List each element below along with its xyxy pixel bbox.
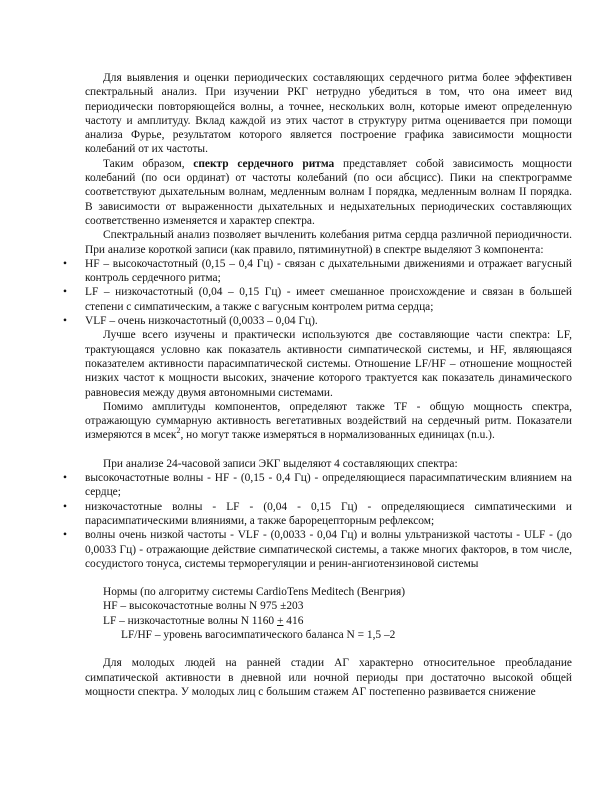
paragraph-short-record: Спектральный анализ позволяет вычленить колебания ритма сердца различной периодичности. При анализе короткой записи (как правило, пятиминутной) в спектре выделяют 3 компонента:	[85, 229, 572, 256]
list-item-text: VLF – очень низкочастотный (0,0033 – 0,04 Гц).	[85, 315, 318, 328]
document-body	[63, 71, 572, 699]
norms-title: Нормы (по алгоритму системы CardioTens Meditech (Венгрия)	[103, 586, 406, 599]
24h-components-list	[63, 471, 572, 571]
norm-hf-pm: ±	[280, 600, 287, 613]
norm-ratio: LF/HF – уровень вагосимпатического баланса N = 1,5 –2	[121, 628, 396, 641]
bullet-icon: •	[63, 500, 67, 513]
spacer	[85, 443, 572, 457]
bold-term: спектр сердечного ритма	[193, 157, 335, 170]
norms-block	[85, 585, 572, 642]
list-item-text: высокочастотные волны - HF - (0,15 - 0,4 Гц) - определяющиеся парасимпатическим влиянием на сердце;	[85, 472, 572, 499]
text-run: представляет собой зависимость мощности колебаний (по оси ординат) от частоты колебаний (по оси абсцисс). Пики на спектрограмме соответствуют дыхательным волнам, медленным волнам I порядка, медленным волнам II порядка. В зависимости от выраженности дыхательных и недыхательных периодических составляющих соответственно изменяется и характер спектра.	[85, 157, 572, 227]
list-item	[63, 528, 572, 571]
norm-lf-label: LF – низкочастотные волны N 1160	[103, 614, 275, 627]
bullet-icon: •	[63, 286, 67, 299]
list-item	[63, 471, 572, 500]
superscript: 2	[176, 426, 181, 436]
bullet-icon: •	[63, 257, 67, 270]
paragraph-spectrum-definition	[85, 157, 572, 228]
list-item-text: HF – высокочастотный (0,15 – 0,4 Гц) - связан с дыхательными движениями и отражает вагусный контроль сердечного ритма;	[85, 257, 572, 285]
norm-hf-deviation: 203	[286, 600, 304, 613]
list-item-text: волны очень низкой частоты - VLF - (0,0033 - 0,04 Гц) и волны ультранизкой частоты - ULF - (до 0,0033 Гц) - отражающие действие симпатической системы, а также многих факторов, в том числе, сосудистого тонуса, системы терморегуляции и ренин-ангиотензиновой системы	[85, 529, 572, 570]
norm-lf-deviation: 416	[286, 614, 304, 627]
list-item-text: низкочастотные волны - LF - (0,04 - 0,15 Гц) - определяющиеся симпатическими и парасимпатическими влияниями, а также барорецепторным рефлексом;	[85, 500, 572, 527]
text-run: Таким образом,	[103, 157, 194, 170]
list-item	[63, 500, 572, 529]
norm-hf	[103, 599, 572, 613]
norm-lf-pm: +	[277, 614, 284, 627]
list-item	[63, 314, 572, 328]
list-item	[63, 285, 572, 314]
list-item	[63, 257, 572, 286]
paragraph-young-patients: Для молодых людей на ранней стадии АГ характерно относительное преобладание симпатической активности в дневной или ночной периоды при достаточно высокой общей мощности спектра. У молодых лиц с большим стажем АГ постепенно развивается снижение	[85, 657, 572, 698]
paragraph-total-power	[85, 400, 572, 443]
spacer	[85, 571, 572, 585]
list-item-text: LF – низкочастотный (0,04 – 0,15 Гц) - имеет смешанное происхождение и связан в большей степени с симпатическим, а также с вагусным контролем ритма сердца;	[85, 286, 572, 313]
short-record-components-list	[63, 257, 572, 328]
bullet-icon: •	[63, 472, 67, 485]
spacer	[85, 642, 572, 656]
paragraph-lf-hf: Лучше всего изучены и практически используются две составляющие части спектра: LF, трактующаяся условно как показатель активности симпатической системы, и HF, являющаяся показателем активности парасимпатической системы. Отношение LF/HF – отношение мощностей низких частот к мощности высоких, значение которого трактуется как показатель динамического равновесия между двумя автономными системами.	[85, 329, 572, 399]
paragraph-24h-record: При анализе 24-часовой записи ЭКГ выделяют 4 составляющих спектра:	[103, 457, 458, 470]
norm-lf	[103, 614, 572, 628]
text-run: Помимо амплитуды компонентов, определяют также TF - общую мощность спектра, отражающую суммарную активность вегетативных воздействий на сердечный ритм. Показатели измеряются в мсек	[85, 400, 572, 442]
bullet-icon: •	[63, 315, 67, 328]
norm-hf-label: HF – высокочастотные волны N 975	[103, 600, 278, 613]
paragraph-spectral-intro: Для выявления и оценки периодических составляющих сердечного ритма более эффективен спектральный анализ. При изучении РКГ нетрудно убедиться в том, что она имеет вид периодически повторяющейся волны, а точнее, нескольких волн, которые имеют определенную частоту и амплитуду. Вклад каждой из этих частот в структуру ритма оценивается при помощи анализа Фурье, результатом которого является построение графика зависимости мощности колебаний от их частоты.	[85, 72, 572, 156]
bullet-icon: •	[63, 529, 67, 542]
text-run: , но могут также измеряться в нормализованных единицах (n.u.).	[180, 429, 495, 442]
